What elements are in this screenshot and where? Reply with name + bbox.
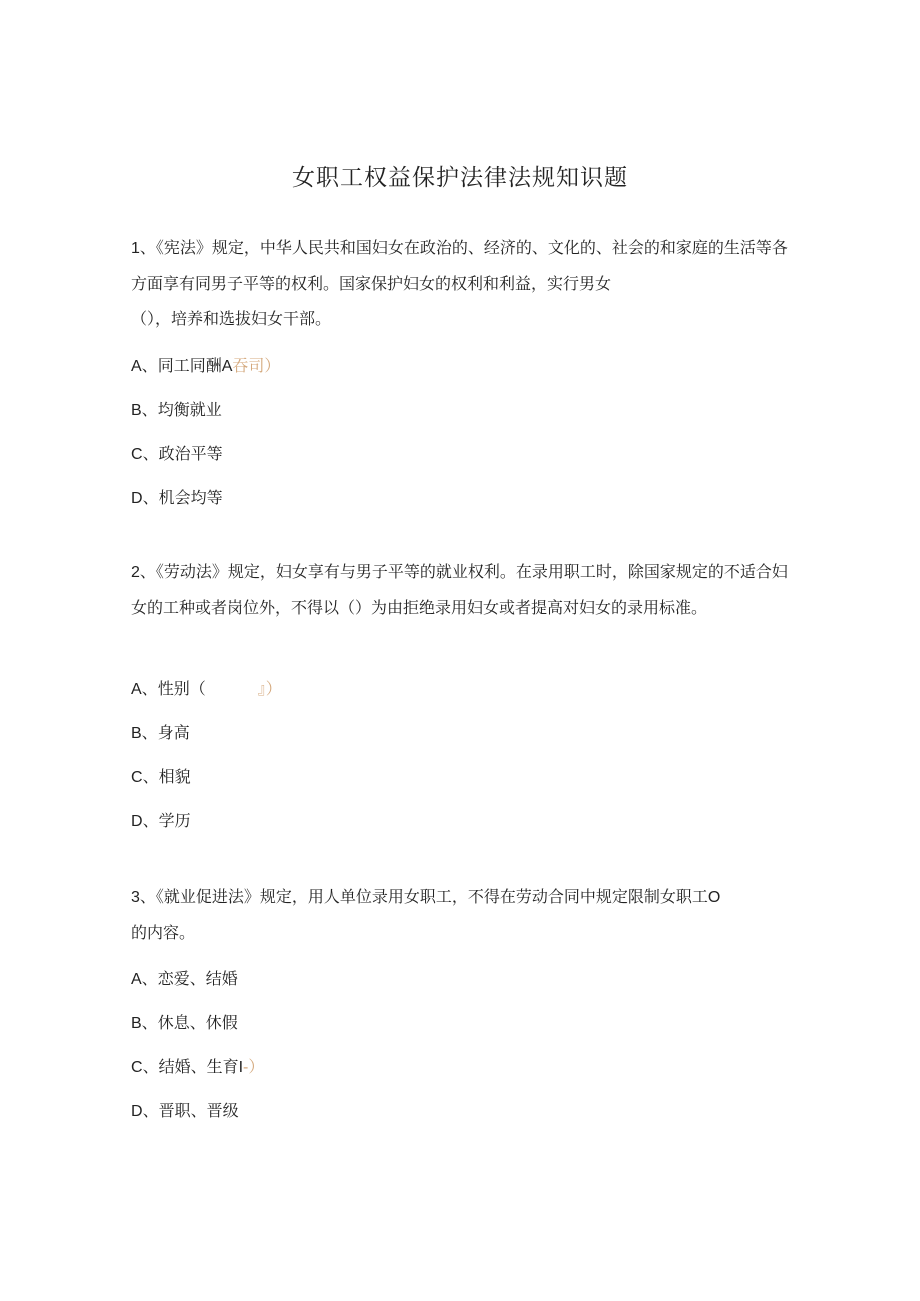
question-text: 、《就业促进法》规定，用人单位录用女职工，不得在劳动合同中规定限制女职工 [139,887,708,906]
option-separator: 、 [142,444,159,463]
option-letter: A [131,681,142,698]
answer-letter: I [238,1059,244,1076]
option-text: 恋爱、结婚 [157,969,238,988]
question-text: 、《劳动法》规定，妇女享有与男子平等的就业权利。在录用职工时，除国家规定的不适合妇女的工种或者岗位外，不得以（）为由拒绝录用妇女或者提高对妇女的录用标准。 [131,562,788,617]
answer-note: 』） [257,681,282,698]
option-b [131,398,791,423]
question-text: 、《宪法》规定，中华人民共和国妇女在政治的、经济的、文化的、社会的和家庭的生活等各方面享有同男子平等的权利。国家保护妇女的权利和利益，实行男女 [131,238,788,293]
option-a [131,967,791,992]
answer-note: 吞司） [232,358,281,375]
option-a [131,677,791,702]
option-separator: 、 [141,723,158,742]
option-letter: C [131,446,143,463]
option-separator: 、 [141,969,158,988]
option-separator: 、 [141,1013,158,1032]
option-c [131,1055,791,1080]
option-d [131,1099,791,1124]
answer-letter: A [221,358,233,375]
option-text: 结婚、生育 [158,1057,239,1076]
option-text: 机会均等 [158,488,223,507]
question-number: 2 [131,564,140,581]
option-d [131,486,791,511]
option-letter: D [131,1103,143,1120]
option-d [131,809,791,834]
option-letter: A [131,358,142,375]
question-blank: O [707,889,721,906]
option-separator: 、 [142,488,159,507]
question-2-stem [131,554,791,625]
option-letter: B [131,402,142,419]
question-number: 3 [131,889,140,906]
question-number: 1 [131,240,140,257]
option-letter: A [131,971,142,988]
answer-note: -） [243,1059,265,1076]
option-separator: 、 [141,356,158,375]
option-letter: D [131,813,143,830]
option-text: 性别（ [157,679,206,698]
option-text: 晋职、晋级 [158,1101,239,1120]
option-separator: 、 [141,400,158,419]
option-b [131,721,791,746]
option-a [131,354,791,379]
option-c [131,442,791,467]
option-c [131,765,791,790]
option-separator: 、 [141,679,158,698]
option-text: 学历 [158,811,191,830]
question-3-stem [131,879,791,950]
option-separator: 、 [142,1057,159,1076]
option-separator: 、 [142,767,159,786]
option-text: 身高 [157,723,190,742]
option-separator: 、 [142,1101,159,1120]
question-1-stem [131,230,791,336]
option-text: 同工同酬 [157,356,222,375]
page-title: 女职工权益保护法律法规知识题 [292,165,628,191]
option-text: 相貌 [158,767,191,786]
option-letter: D [131,490,143,507]
option-letter: C [131,769,143,786]
question-text-continued: 的内容。 [131,923,196,942]
option-letter: C [131,1059,143,1076]
question-text-continued: （），培养和选拔妇女干部。 [131,309,332,328]
option-letter: B [131,725,142,742]
option-text: 政治平等 [158,444,223,463]
option-letter: B [131,1015,142,1032]
option-b [131,1011,791,1036]
option-text: 均衡就业 [157,400,222,419]
option-text: 休息、休假 [157,1013,238,1032]
option-separator: 、 [142,811,159,830]
